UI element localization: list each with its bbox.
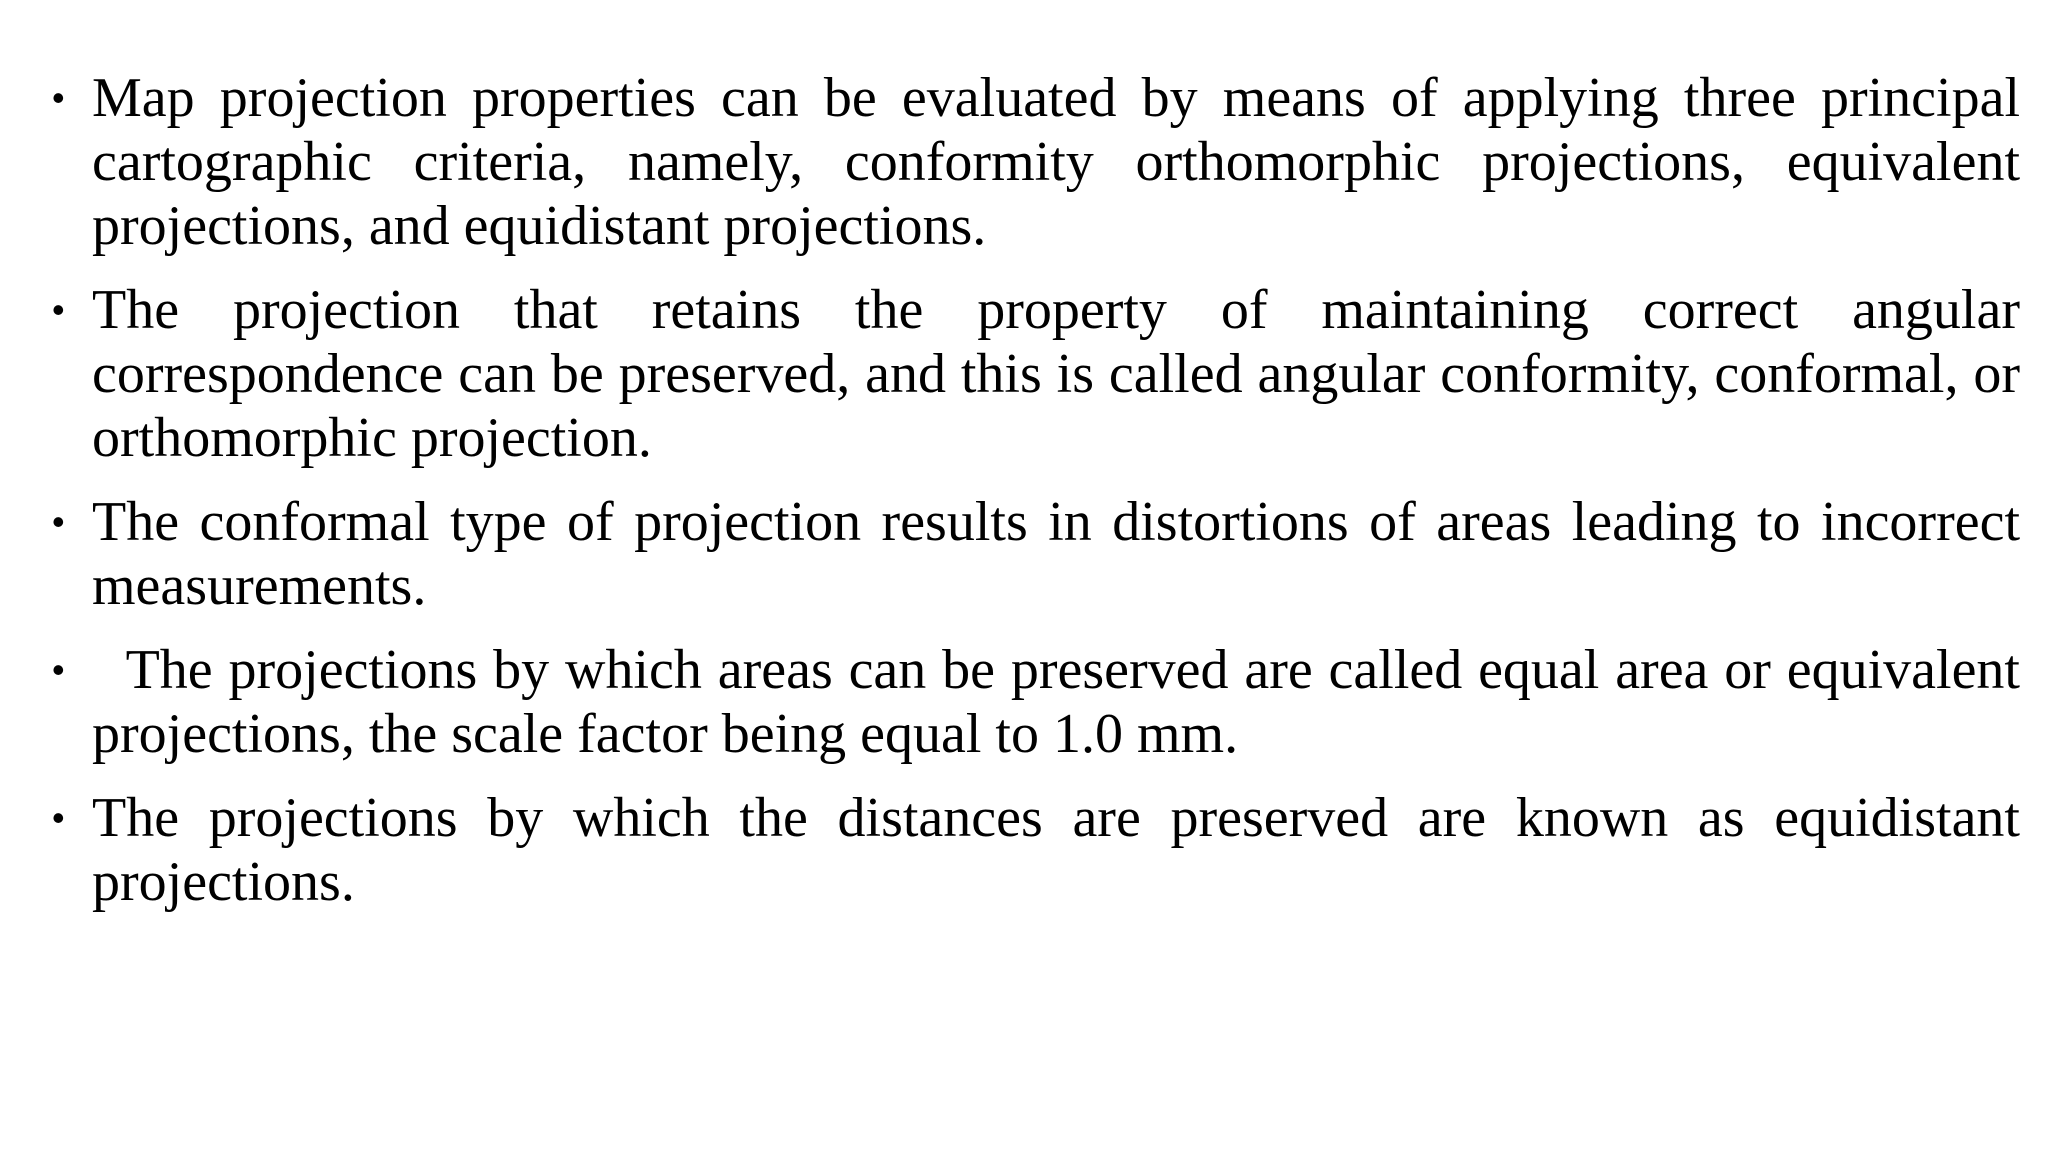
bullet-item [52,786,2020,914]
bullet-text: The projection that retains the property of maintaining correct angular correspondence can be preserved, and this is called angular conformity, conformal, or orthomorphic projection. [92,279,2020,469]
bullet-text: The conformal type of projection results in distortions of areas leading to incorrect measurements. [92,491,2020,617]
bullet-list [52,66,2020,934]
bullet-text: The projections by which areas can be preserved are called equal area or equivalent projections, the scale factor being equal to 1.0 mm. [92,639,2020,765]
bullet-item [52,278,2020,470]
bullet-dot-icon: • [52,501,65,542]
bullet-dot-icon: • [52,649,65,690]
bullet-item [52,66,2020,258]
bullet-text: Map projection properties can be evaluated by means of applying three principal cartographic criteria, namely, conformity orthomorphic projections, equivalent projections, and equidistant projections. [92,67,2020,257]
bullet-dot-icon: • [52,77,65,118]
bullet-text: The projections by which the distances are preserved are known as equidistant projections. [92,787,2020,913]
bullet-dot-icon: • [52,289,65,330]
bullet-dot-icon: • [52,797,65,838]
bullet-item [52,490,2020,618]
bullet-item [52,638,2020,766]
